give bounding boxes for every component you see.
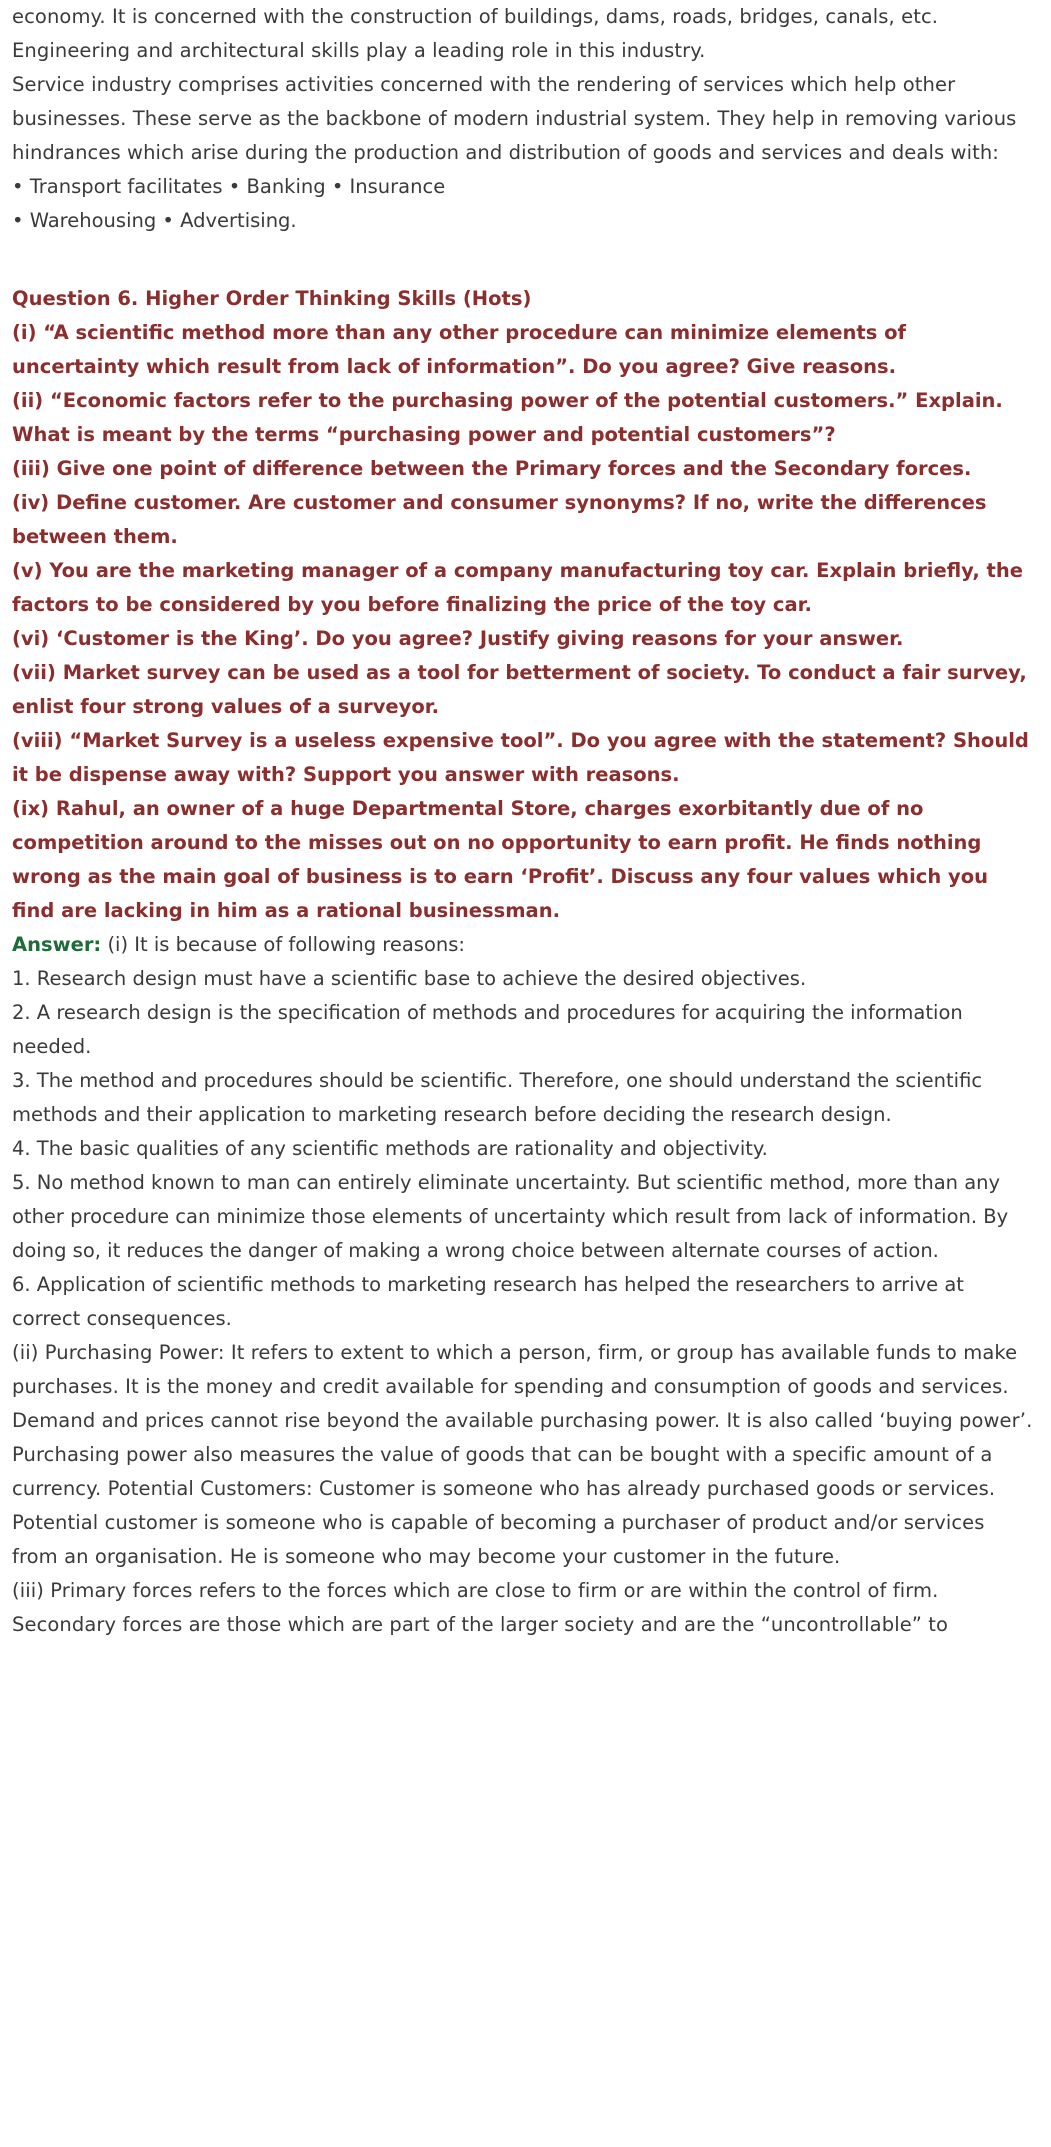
answer-label: Answer: — [12, 933, 102, 956]
question-number: Question 6. — [12, 287, 139, 310]
hots-item-iii: (iii) Give one point of difference between the Primary forces and the Secondary forces. — [12, 457, 972, 480]
hots-item-iv: (iv) Define customer. Are customer and consumer synonyms? If no, write the differences between them. — [12, 491, 987, 548]
intro-paragraph-1: economy. It is concerned with the construction of buildings, dams, roads, bridges, canals, etc. Engineering and architectural skills play a leading role in this industry. — [12, 5, 939, 62]
question-heading — [12, 282, 1033, 316]
answer-point-1: 1. Research design must have a scientific base to achieve the desired objectives. — [12, 967, 807, 990]
answer-point-4: 4. The basic qualities of any scientific methods are rationality and objectivity. — [12, 1137, 768, 1160]
answer-point-2: 2. A research design is the specification of methods and procedures for acquiring the information needed. — [12, 1001, 963, 1058]
answer-intro — [12, 928, 1033, 962]
answer-point-5: 5. No method known to man can entirely eliminate uncertainty. But scientific method, more than any other procedure can minimize those elements of uncertainty which result from lack of information. By doing so, it reduces the danger of making a wrong choice between alternate courses of action. — [12, 1171, 1009, 1262]
hots-item-ii: (ii) “Economic factors refer to the purchasing power of the potential customers.” Explain. What is meant by the terms “purchasing power and potential customers”? — [12, 389, 1003, 446]
answer-point-3: 3. The method and procedures should be scientific. Therefore, one should understand the scientific methods and their application to marketing research before deciding the research design. — [12, 1069, 983, 1126]
question-title: Higher Order Thinking Skills (Hots) — [145, 287, 532, 310]
bullet-line-1: • Transport facilitates • Banking • Insurance — [12, 175, 446, 198]
hots-item-vii: (vii) Market survey can be used as a tool for betterment of society. To conduct a fair survey, enlist four strong values of a surveyor. — [12, 661, 1027, 718]
bullet-line-2: • Warehousing • Advertising. — [12, 209, 297, 232]
hots-item-ix: (ix) Rahul, an owner of a huge Departmental Store, charges exorbitantly due of no competition around to the misses out on no opportunity to earn profit. He finds nothing wrong as the main goal of business is to earn ‘Profit’. Discuss any four values which you find are lacking in him as a rational businessman. — [12, 797, 988, 922]
hots-item-viii: (viii) “Market Survey is a useless expensive tool”. Do you agree with the statement? Should it be dispense away with? Support you answer with reasons. — [12, 729, 1029, 786]
answer-point-6: 6. Application of scientific methods to marketing research has helped the researchers to arrive at correct consequences. — [12, 1273, 964, 1330]
answer-continued-ii: (ii) Purchasing Power: It refers to extent to which a person, firm, or group has available funds to make purchases. It is the money and credit available for spending and consumption of goods and services. Demand and prices cannot rise beyond the available purchasing power. It is also called ‘buying power’. Purchasing power also measures the value of goods that can be bought with a specific amount of a currency. Potential Customers: Customer is someone who has already purchased goods or services. Potential customer is someone who is capable of becoming a purchaser of product and/or services from an organisation. He is someone who may become your customer in the future. — [12, 1341, 1033, 1568]
answer-continued-iii: (iii) Primary forces refers to the forces which are close to firm or are within the control of firm. Secondary forces are those which are part of the larger society and are the “uncontrollable” to — [12, 1579, 949, 1636]
answer-intro-text: (i) It is because of following reasons: — [101, 933, 465, 956]
intro-paragraph-2: Service industry comprises activities concerned with the rendering of services which help other businesses. These serve as the backbone of modern industrial system. They help in removing various hindrances which arise during the production and distribution of goods and services and deals with: — [12, 73, 1017, 164]
spacer — [12, 238, 1033, 282]
hots-item-i: (i) “A scientific method more than any other procedure can minimize elements of uncertainty which result from lack of information”. Do you agree? Give reasons. — [12, 321, 907, 378]
hots-item-v: (v) You are the marketing manager of a company manufacturing toy car. Explain briefly, the factors to be considered by you before finalizing the price of the toy car. — [12, 559, 1023, 616]
hots-item-vi: (vi) ‘Customer is the King’. Do you agree? Justify giving reasons for your answer. — [12, 627, 904, 650]
